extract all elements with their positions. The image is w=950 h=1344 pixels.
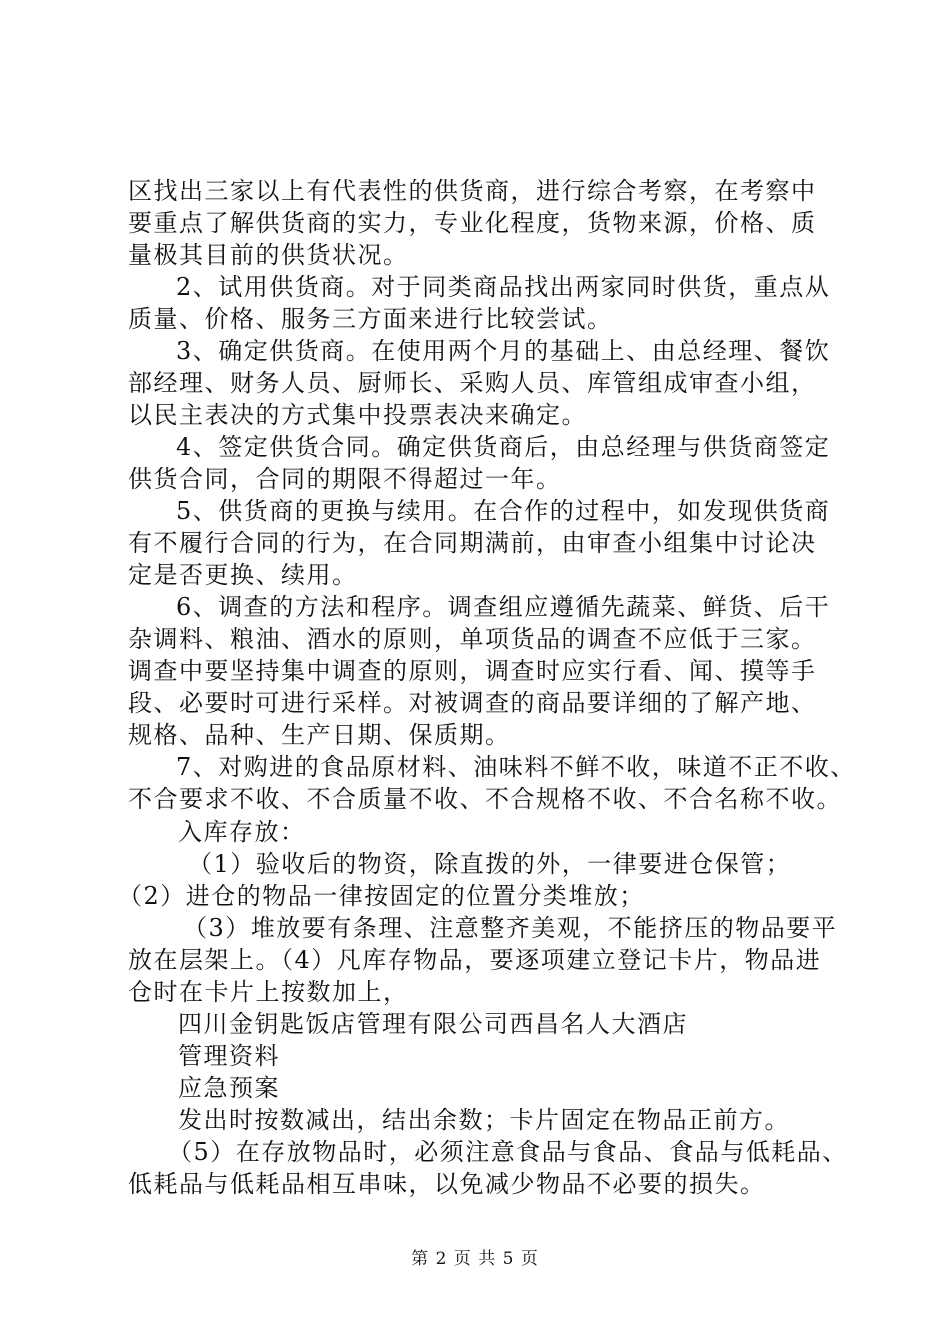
text-line: 调查中要坚持集中调查的原则，调查时应实行看、闻、摸等手: [128, 657, 817, 685]
text-line: 2、试用供货商。对于同类商品找出两家同时供货，重点从: [176, 273, 831, 301]
page-number-footer: 第 2 页 共 5 页: [411, 1249, 539, 1269]
text-line: 要重点了解供货商的实力，专业化程度，货物来源，价格、质: [128, 209, 817, 237]
document-type: 管理资料: [178, 1042, 280, 1070]
text-line: 7、对购进的食品原材料、油味料不鲜不收，味道不正不收、: [176, 753, 856, 781]
text-line: （3）堆放要有条理、注意整齐美观，不能挤压的物品要平: [183, 914, 838, 942]
text-line: 规格、品种、生产日期、保质期。: [128, 721, 511, 749]
plan-label: 应急预案: [178, 1074, 280, 1102]
text-line: 杂调料、粮油、酒水的原则，单项货品的调查不应低于三家。: [128, 625, 817, 653]
hotel-name: 四川金钥匙饭店管理有限公司西昌名人大酒店: [178, 1010, 688, 1038]
text-line: 6、调查的方法和程序。调查组应遵循先蔬菜、鲜货、后干: [176, 593, 831, 621]
section-heading: 入库存放：: [178, 818, 306, 846]
text-line: 以民主表决的方式集中投票表决来确定。: [128, 401, 587, 429]
text-line: （2）进仓的物品一律按固定的位置分类堆放；: [118, 882, 645, 910]
text-line: 供货合同，合同的期限不得超过一年。: [128, 465, 562, 493]
text-line: 4、签定供货合同。确定供货商后，由总经理与供货商签定: [176, 433, 831, 461]
text-line: （1）验收后的物资，除直拨的外，一律要进仓保管；: [188, 850, 792, 878]
text-line: 放在层架上。（4）凡库存物品，要逐项建立登记卡片，物品进: [128, 946, 822, 974]
text-line: 3、确定供货商。在使用两个月的基础上、由总经理、餐饮: [176, 337, 831, 365]
text-line: 段、必要时可进行采样。对被调查的商品要详细的了解产地、: [128, 689, 817, 717]
text-line: 低耗品与低耗品相互串味，以免减少物品不必要的损失。: [128, 1170, 766, 1198]
text-line: 量极其目前的供货状况。: [128, 241, 409, 269]
text-line: （5）在存放物品时，必须注意食品与食品、食品与低耗品、: [168, 1138, 848, 1166]
paragraph-supplier-inspection: [128, 175, 858, 271]
text-line: 定是否更换、续用。: [128, 561, 358, 589]
procurement-section: [128, 175, 858, 815]
paragraph-sign-contract: [128, 431, 858, 495]
paragraph-acceptance-rules: [128, 751, 858, 815]
storage-section: [118, 816, 858, 1200]
text-line: 有不履行合同的行为，在合同期满前，由审查小组集中讨论决: [128, 529, 817, 557]
paragraph-survey-method: [128, 591, 858, 751]
paragraph-replace-supplier: [128, 495, 858, 591]
text-line: 5、供货商的更换与续用。在合作的过程中，如发现供货商: [176, 497, 831, 525]
text-line: 仓时在卡片上按数加上，: [128, 978, 409, 1006]
text-line: 部经理、财务人员、厨师长、采购人员、库管组成审查小组，: [128, 369, 817, 397]
text-line: 发出时按数减出，结出余数；卡片固定在物品正前方。: [178, 1106, 790, 1134]
text-line: 质量、价格、服务三方面来进行比较尝试。: [128, 305, 613, 333]
text-line: 不合要求不收、不合质量不收、不合规格不收、不合名称不收。: [128, 785, 842, 813]
text-line: 区找出三家以上有代表性的供货商，进行综合考察，在考察中: [128, 177, 817, 205]
paragraph-confirm-supplier: [128, 335, 858, 431]
paragraph-trial-supplier: [128, 271, 858, 335]
